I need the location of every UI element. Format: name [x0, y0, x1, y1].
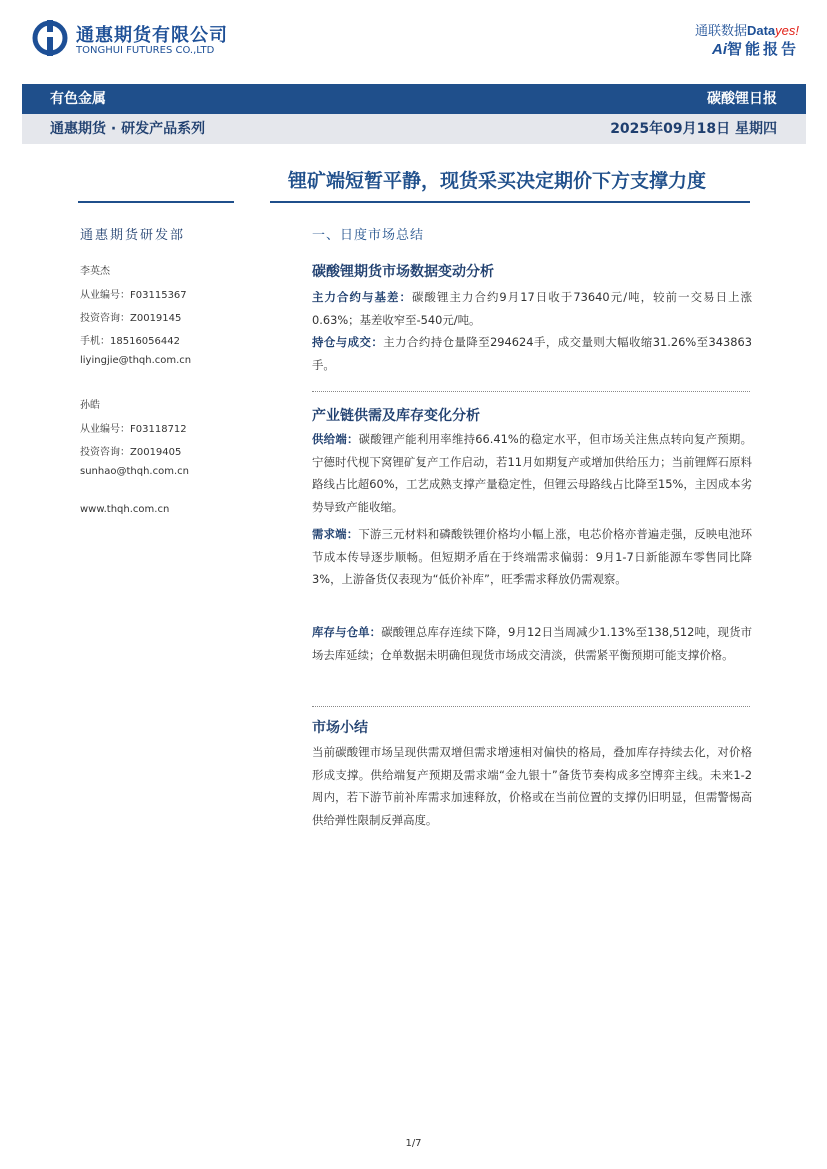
block-heading: 碳酸锂期货市场数据变动分析 [312, 264, 494, 280]
paragraph-text: 碳酸锂主力合约9月17日收于73640元/吨，较前一交易日上涨0.63%；基差收窄至-540元/吨。 [312, 290, 752, 327]
company-name-cn: 通惠期货有限公司 [76, 25, 228, 46]
sector-label: 有色金属 [50, 91, 106, 107]
paragraph [312, 523, 752, 591]
ai-report-text: 智能报告 [726, 40, 799, 58]
analyst-license: 从业编号：F03115367 [80, 290, 187, 301]
report-name: 碳酸锂日报 [707, 91, 777, 107]
research-department: 通惠期货研发部 [80, 228, 186, 243]
title-rule-right [270, 201, 750, 203]
paragraph-lead: 库存与仓单： [312, 625, 382, 639]
paragraph [312, 286, 752, 331]
ai-report-logo [712, 38, 799, 59]
paragraph-lead: 需求端： [312, 527, 359, 541]
company-logo-icon [32, 18, 68, 58]
analyst-name: 李英杰 [80, 266, 110, 277]
block-heading: 产业链供需及库存变化分析 [312, 408, 480, 424]
analyst-name: 孙皓 [80, 400, 100, 411]
section-divider [312, 706, 750, 707]
section-divider [312, 391, 750, 392]
series-label: 通惠期货 · 研发产品系列 [50, 121, 206, 137]
page-number: 1/7 [405, 1138, 422, 1149]
ai-mark: Ai [711, 41, 727, 58]
block-heading: 市场小结 [312, 720, 368, 736]
section-title: 一、日度市场总结 [312, 228, 425, 243]
analyst-consult: 投资咨询：Z0019145 [80, 313, 182, 324]
header-band-primary [22, 84, 806, 114]
analyst-email[interactable]: sunhao@thqh.com.cn [80, 466, 189, 477]
brand-yes: yes! [775, 23, 799, 38]
analyst-consult: 投资咨询：Z0019405 [80, 447, 182, 458]
brand-cn: 通联数据 [694, 24, 747, 39]
paragraph-text: 下游三元材料和磷酸铁锂价格均小幅上涨，电芯价格亦普遍走强，反映电池环节成本传导逐步顺畅。但短期矛盾在于终端需求偏弱：9月1-7日新能源车零售同比降3%，上游备货仅表现为“低价补库”，旺季需求释放仍需观察。 [312, 527, 752, 586]
paragraph [312, 428, 752, 518]
company-website-link[interactable]: www.thqh.com.cn [80, 504, 170, 515]
paragraph [312, 621, 752, 666]
title-rule-left [78, 201, 234, 203]
analyst-license: 从业编号：F03118712 [80, 424, 187, 435]
paragraph-lead: 供给端： [312, 432, 359, 446]
paragraph [312, 741, 752, 831]
paragraph-lead: 主力合约与基差： [312, 290, 412, 304]
brand-data: Data [746, 23, 776, 38]
analyst-phone: 手机：18516056442 [80, 336, 180, 347]
report-title: 锂矿端短暂平静，现货采买决定期价下方支撑力度 [288, 170, 707, 192]
paragraph [312, 331, 752, 376]
company-name-en: TONGHUI FUTURES CO.,LTD [76, 45, 215, 56]
analyst-email[interactable]: liyingjie@thqh.com.cn [80, 355, 192, 366]
paragraph-lead: 持仓与成交： [312, 335, 384, 349]
paragraph-text: 碳酸锂产能利用率维持66.41%的稳定水平，但市场关注焦点转向复产预期。宁德时代枧下窝锂矿复产工作启动，若11月如期复产或增加供给压力；当前锂辉石原料路线占比超60%，工艺成熟支撑产量稳定性，但锂云母路线占比降至15%，主因成本劣势导致产能收缩。 [312, 432, 752, 514]
report-date: 2025年09月18日 星期四 [610, 121, 777, 137]
paragraph-text: 当前碳酸锂市场呈现供需双增但需求增速相对偏快的格局，叠加库存持续去化，对价格形成支撑。供给端复产预期及需求端“金九银十”备货节奏构成多空博弈主线。未来1-2周内，若下游节前补库需求加速释放，价格或在当前位置的支撑仍旧明显，但需警惕高供给弹性限制反弹高度。 [312, 745, 752, 827]
datayes-brand-logo [695, 20, 799, 39]
paragraph-text: 碳酸锂总库存连续下降，9月12日当周减少1.13%至138,512吨，现货市场去库延续；仓单数据未明确但现货市场成交清淡，供需紧平衡预期可能支撑价格。 [312, 625, 752, 662]
paragraph-text: 主力合约持仓量降至294624手，成交量则大幅收缩31.26%至343863手。 [312, 335, 752, 372]
